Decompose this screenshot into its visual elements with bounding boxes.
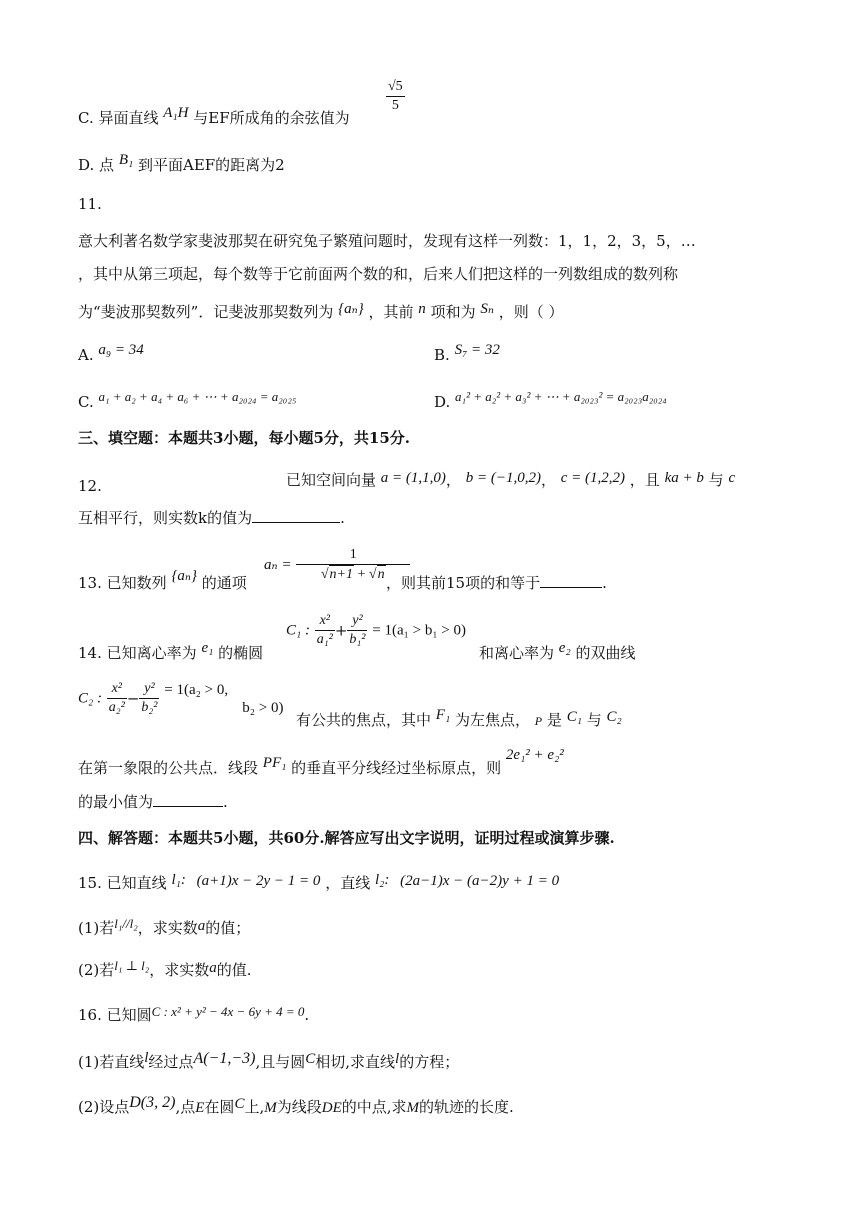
q12-text: 已知空间向量 [286,471,377,489]
option-c-label: C. 异面直线 [78,109,159,127]
question-12-line-2 [78,508,345,528]
vector-b: b = (−1,0,2) [465,470,541,486]
x2-over-a1sq: $\frac{\text{x²}}{\text{a₁²}}$ [316,613,333,647]
q13-tail [386,573,607,593]
question-16-part-2 [78,1094,514,1118]
q16-eq: C : x² + y² − 4x − 6y + 4 = 0 [151,1004,305,1019]
q13-sequence: {aₙ} [171,568,198,584]
q16-text: 的方程； [399,1053,460,1071]
q15-eq2: (2a−1)x − (a−2)y + 1 = 0 [400,873,560,889]
q14-text: 是 [546,711,562,729]
q16-m: M [264,1100,277,1116]
q12-text: ，且 [629,471,660,489]
q14-hyperbola-formula: C₂ : $\frac{\text{x²}}{\text{a₂²}}$ − $\frac{\text{y²}}{\text{b₂²}}$ = 1(a₂ > 0, b₂ > 0) [78,681,284,716]
q15-var: a [197,918,206,934]
c2-condition [164,681,283,717]
vector-a: a = (1,1,0) [380,470,446,486]
option-c-line [78,105,350,129]
q14-text: 已知离心率为 [106,644,197,662]
section-3-title: 三、填空题：本题共3小题，每小题5分，共15分. [78,429,410,447]
c1-label: C₁ : [286,622,310,639]
option-label: D. [434,393,451,411]
q14-text: 为左焦点， [454,711,530,729]
q14-text: 有公共的焦点，其中 [296,711,432,729]
question-14-number: 14. [78,644,102,662]
q11-sum: Sₙ [480,301,494,317]
q15-l2: l₂: [374,872,390,888]
q16-text: 的轨迹的长度. [419,1098,514,1116]
vector-c: c [728,470,736,486]
q15-text: ，直线 [325,874,371,892]
option-c-text: 与EF所成角的余弦值为 [193,109,350,127]
question-12-number: 12. [78,477,102,495]
q16-l: l [395,1051,400,1067]
question-16-line [78,1005,309,1026]
q14-text: 和离心率为 [479,644,555,662]
q14-e1: e₁ [201,640,214,656]
q16-text: (1)若直线 [78,1053,145,1071]
question-14-line-4 [78,792,228,812]
q15-l1: l₁: [171,872,186,888]
question-15-part-2 [78,960,252,981]
q15-rel: l₁//l₂ [114,916,138,931]
q12-text: 与 [708,471,724,489]
q14-c2: C₂ [606,709,622,725]
q16-text: 上, [244,1098,265,1116]
option-d-label: D. 点 [78,156,115,174]
q11-option-d [434,389,667,413]
question-11-line-3 [78,302,564,323]
q11-option-a [78,342,144,366]
question-11-line-2: ，其中从第三项起，每个数等于它前面两个数的和，后来人们把这样的一列数组成的数列称 [78,265,679,283]
q13-text: 的通项 [201,574,247,592]
q16-text: 在圆 [204,1098,235,1116]
q15-var: a [209,960,217,976]
q15-text: 的值； [205,919,251,937]
answer-blank[interactable] [153,792,223,807]
q16-l: l [144,1050,149,1066]
y2-over-b1sq: $\frac{\text{y²}}{\text{b₁²}}$ [349,613,366,647]
q15-text: ，求实数 [149,961,210,979]
q14-text: 的最小值为 [78,793,154,811]
option-expr: a₁² + a₂² + a₃² + ⋯ + a₂₀₂₃² = a₂₀₂₃a₂₀₂₄ [455,389,667,404]
option-d-line [78,152,285,176]
option-expr: S₇ = 32 [454,342,500,358]
option-expr: a₉ = 34 [98,342,144,358]
q16-c: C [305,1051,316,1067]
q14-e2: e₂ [558,640,571,656]
fraction-denominator: 5 [391,98,399,113]
q14-f1: F₁ [435,707,451,723]
question-14-line-1 [78,640,264,664]
q13-an: aₙ = [264,557,292,573]
option-label: B. [434,346,450,364]
q16-point-a: A(−1,−3) [193,1050,256,1067]
q14-text: 的椭圆 [218,644,264,662]
c2-label: C₂ : [78,690,102,707]
question-14-line-3 [78,747,564,779]
answer-blank[interactable] [540,573,602,588]
question-15-line [78,873,559,894]
q14-line-1-tail [479,640,636,664]
y2-over-b2sq: $\frac{\text{y²}}{\text{b₂²}}$ [141,681,158,715]
fraction-numerator: 1 [296,546,410,565]
q12-text: 互相平行，则实数k的值为 [78,509,253,527]
q16-c: C [234,1096,245,1112]
q16-text: 相切,求直线 [315,1053,396,1071]
vector-c: c = (1,2,2) [560,470,625,486]
q11-text: ，其前 [368,303,414,321]
q16-de: DE [321,1100,342,1116]
option-label: C. [78,393,94,411]
question-11-line-1: 意大利著名数学家斐波那契在研究兔子繁殖问题时，发现有这样一列数：1，1，2，3，5，… [78,232,696,250]
q16-e: E [195,1100,205,1116]
fraction-numerator: √5 [386,78,405,97]
q16-text: 已知圆 [106,1006,152,1024]
q15-text: (2)若 [78,961,115,979]
question-15-part-1 [78,918,250,939]
option-c-fraction [386,78,405,115]
question-12-line-1: 已知空间向量 a = (1,1,0)， b = (−1,0,2)， c = (1,2,2) ，且 ka + b 与 c [286,470,736,489]
option-d-text: 到平面AEF的距离为2 [137,156,285,174]
q16-text: ,且与圆 [255,1053,306,1071]
c1-condition: = 1(a₁ > b₁ > 0) [372,622,467,639]
q11-text: 为“斐波那契数列”．记斐波那契数列为 [78,303,334,321]
c2-cond-b: b₂ > 0) [242,699,284,716]
q11-text: ，则（ ） [498,303,564,321]
option-expr: a₁ + a₂ + a₄ + a₆ + ⋯ + a₂₀₂₄ = a₂₀₂₅ [98,389,297,404]
question-16-number: 16. [78,1006,102,1024]
question-13-line [78,568,247,594]
q14-text: 的垂直平分线经过坐标原点，则 [291,759,502,777]
answer-blank[interactable] [252,508,340,523]
q15-text: (1)若 [78,919,115,937]
q16-text: ,点 [175,1098,196,1116]
q14-text: 的双曲线 [575,644,636,662]
q12-end: . [340,509,345,527]
q15-text: ，求实数 [137,919,198,937]
q16-point-d: D(3, 2) [129,1094,176,1111]
question-11-number: 11. [78,195,102,213]
c2-cond-a: = 1(a₂ > 0, [164,681,229,698]
q15-eq1: (a+1)x − 2y − 1 = 0 [196,873,321,889]
q14-expr: 2e₁² + e₂² [505,747,564,763]
q15-text: 已知直线 [106,874,167,892]
q11-text: 项和为 [430,303,476,321]
sqrt-term: n [377,567,385,582]
question-15-number: 15. [78,874,102,892]
q11-option-b [434,342,500,366]
q16-text: 的中点,求 [341,1098,407,1116]
q14-ellipse-formula: C₁ : $\frac{\text{x²}}{\text{a₁²}}$ + $\frac{\text{y²}}{\text{b₁²}}$ = 1(a₁ > b₁ > 0) [286,613,467,647]
q13-text: 已知数列 [106,574,167,592]
question-13-number: 13. [78,574,102,592]
q11-option-c [78,389,297,413]
q15-text: 的值. [216,961,252,979]
q16-end: . [304,1006,310,1024]
option-d-expr: B₁ [118,152,134,168]
q14-text: 与 [586,711,602,729]
fraction-denominator: √n+1 + √n [320,567,385,582]
q14-text: 在第一象限的公共点．线段 [78,759,259,777]
q15-rel: l₁ ⊥ l₂ [114,958,150,973]
q14-pf1: PF₁ [262,755,287,771]
q16-text: 经过点 [148,1053,194,1071]
q12-expr: ka + b [664,470,704,486]
option-label: A. [78,346,94,364]
q13-text: ，则其前15项的和等于 [386,574,541,592]
q14-end: . [223,793,228,811]
q11-n: n [418,301,426,317]
q13-end: . [602,574,607,592]
q14-c1: C₁ [566,709,582,725]
x2-over-a2sq: $\frac{\text{x²}}{\text{a₂²}}$ [108,681,125,715]
q14-p: P [534,714,543,728]
section-4-title: 四、解答题：本题共5小题，共60分.解答应写出文字说明，证明过程或演算步骤. [78,829,615,847]
q16-text: 为线段 [276,1098,322,1116]
q14-line-2-tail [296,707,622,731]
q16-m: M [406,1100,420,1116]
q16-text: (2)设点 [78,1098,130,1116]
option-c-expr: A₁H [163,105,189,121]
sqrt-term: n+1 [329,567,353,582]
q11-sequence: {aₙ} [338,301,364,317]
question-16-part-1 [78,1052,459,1073]
